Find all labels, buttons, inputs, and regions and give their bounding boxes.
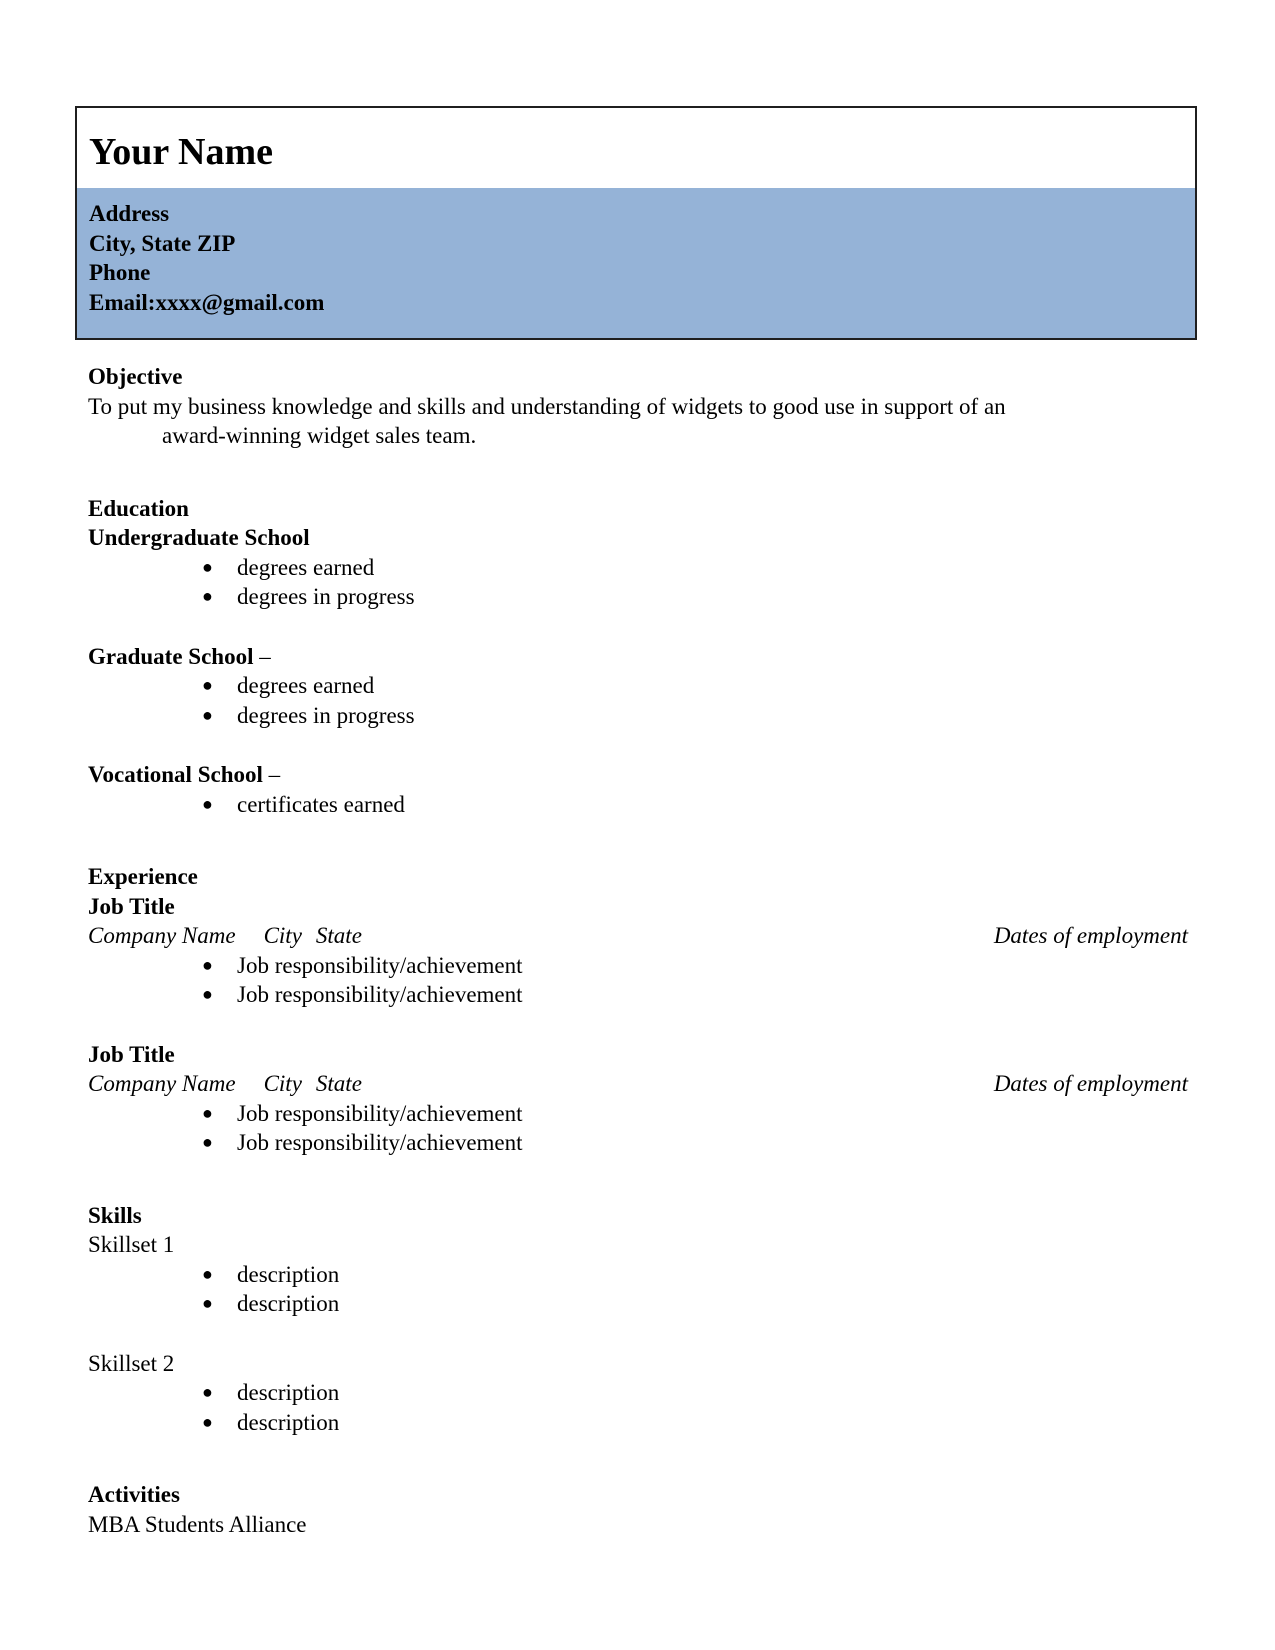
contact-city-state-zip: City, State ZIP <box>89 230 236 256</box>
activity-item: MBA Students Alliance <box>88 1511 307 1537</box>
school-vocational <box>88 760 1188 790</box>
list-item: ● description <box>88 1408 1188 1438</box>
bullet-icon: ● <box>202 793 213 814</box>
company-city: City <box>263 1071 302 1096</box>
skillset-items <box>88 1378 1188 1437</box>
school-name: Undergraduate School <box>88 525 310 550</box>
job-items <box>88 951 1188 1010</box>
school-items <box>88 790 1188 820</box>
job-company-line <box>88 921 1188 951</box>
company-state: State <box>315 1071 362 1096</box>
activities-heading: Activities <box>88 1482 180 1507</box>
job-title: Job Title <box>88 1041 175 1067</box>
bullet-icon: ● <box>202 954 213 975</box>
school-items <box>88 553 1188 612</box>
list-item: ● Job responsibility/achievement <box>88 980 1188 1010</box>
bullet-icon: ● <box>202 1132 213 1152</box>
school-graduate <box>88 642 1188 672</box>
skillset-name: Skillset 1 <box>88 1232 175 1257</box>
contact-phone: Phone <box>89 260 151 285</box>
bullet-icon: ● <box>202 1102 213 1123</box>
list-item: ● certificates earned <box>88 790 1188 820</box>
bullet-icon: ● <box>202 675 213 695</box>
list-item: ● description <box>88 1289 1188 1319</box>
resume-name: Your Name <box>89 131 274 173</box>
bullet-icon: ● <box>202 586 213 606</box>
contact-email: Email:xxxx@gmail.com <box>89 289 325 315</box>
school-items <box>88 671 1188 730</box>
company-city: City <box>263 923 302 948</box>
list-item: ● Job responsibility/achievement <box>88 951 1188 981</box>
job-items <box>88 1099 1188 1158</box>
header-box <box>75 106 1197 340</box>
experience-heading: Experience <box>88 864 198 889</box>
company-name: Company Name <box>88 923 236 948</box>
contact-address: Address <box>89 201 170 226</box>
resume-content <box>88 362 1188 1539</box>
employment-dates: Dates of employment <box>993 923 1188 948</box>
bullet-icon: ● <box>202 984 213 1004</box>
objective-heading: Objective <box>88 364 183 389</box>
skillset-name: Skillset 2 <box>88 1350 175 1376</box>
skillset-items <box>88 1260 1188 1319</box>
name-row <box>77 108 1195 188</box>
list-item: ● Job responsibility/achievement <box>88 1128 1188 1158</box>
employment-dates: Dates of employment <box>993 1071 1188 1096</box>
contact-band <box>77 188 1195 338</box>
bullet-icon: ● <box>202 1293 213 1313</box>
company-name: Company Name <box>88 1071 236 1096</box>
list-item: ● degrees in progress <box>88 582 1188 612</box>
list-item: ● degrees in progress <box>88 701 1188 731</box>
bullet-icon: ● <box>202 1382 213 1402</box>
list-item: ● degrees earned <box>88 553 1188 583</box>
school-name: Graduate School <box>88 643 254 669</box>
school-name: Vocational School <box>88 762 263 787</box>
list-item: ● Job responsibility/achievement <box>88 1099 1188 1129</box>
job-title: Job Title <box>88 893 175 919</box>
list-item: ● description <box>88 1260 1188 1290</box>
bullet-icon: ● <box>202 1263 213 1284</box>
school-suffix: – <box>253 643 271 669</box>
job-company-line <box>88 1069 1188 1099</box>
bullet-icon: ● <box>202 556 213 577</box>
list-item: ● description <box>88 1378 1188 1408</box>
objective-text-line-1: To put my business knowledge and skills and understanding of widgets to good use in support of an <box>88 393 1006 419</box>
education-heading: Education <box>88 495 189 521</box>
bullet-icon: ● <box>202 1411 213 1432</box>
company-state: State <box>315 923 362 948</box>
objective-text-line-2: award-winning widget sales team. <box>162 423 477 448</box>
school-undergraduate <box>88 523 1188 553</box>
skills-heading: Skills <box>88 1202 142 1228</box>
bullet-icon: ● <box>202 704 213 725</box>
list-item: ● degrees earned <box>88 671 1188 701</box>
school-suffix: – <box>262 762 281 787</box>
